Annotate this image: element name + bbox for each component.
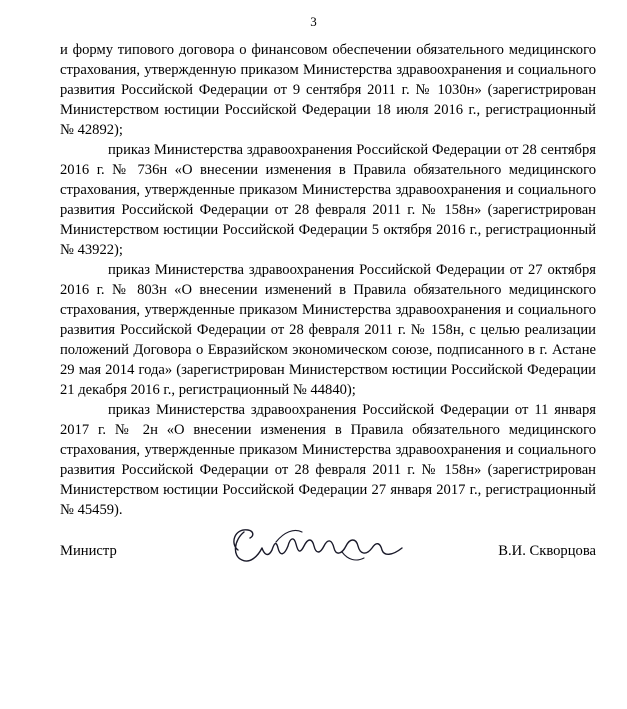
handwritten-signature-icon bbox=[224, 520, 424, 570]
paragraph-1: и форму типового договора о финансовом обеспечении обязательного медицинского страхования, утвержденную приказом Министерства здравоохранения и социального развития Российской Федерации от 9 сентября 2011 г. № 1030н» (зарегистрирован Министерством юстиции Российской Федерации 18 июля 2016 г., регистрационный № 42892); bbox=[60, 42, 596, 138]
signature-block bbox=[60, 520, 596, 580]
page-number: 3 bbox=[310, 14, 317, 29]
minister-name: В.И. Скворцова bbox=[498, 543, 596, 559]
paragraph-3: приказ Министерства здравоохранения Российской Федерации от 27 октября 2016 г. № 803н «О внесении изменений в Правила обязательного медицинского страхования, утвержденные приказом Министерства здравоохранения и социального развития Российской Федерации от 28 февраля 2011 г. № 158н, с целью реализации положений Договора о Евразийском экономическом союзе, подписанного в г. Астане 29 мая 2014 года» (зарегистрирован Министерством юстиции Российской Федерации 21 декабря 2016 г., регистрационный № 44840); bbox=[60, 262, 596, 398]
paragraph-4: приказ Министерства здравоохранения Российской Федерации от 11 января 2017 г. № 2н «О внесении изменения в Правила обязательного медицинского страхования, утвержденные приказом Министерства здравоохранения и социального развития Российской Федерации от 28 февраля 2011 г. № 158н» (зарегистрирован Министерством юстиции Российской Федерации 27 января 2017 г., регистрационный № 45459). bbox=[60, 402, 596, 518]
document-body bbox=[60, 40, 596, 520]
position-label: Министр bbox=[60, 543, 117, 559]
paragraph-2: приказ Министерства здравоохранения Российской Федерации от 28 сентября 2016 г. № 736н «О внесении изменения в Правила обязательного медицинского страхования, утвержденные приказом Министерства здравоохранения и социального развития Российской Федерации от 28 февраля 2011 г. № 158н» (зарегистрирован Министерством юстиции Российской Федерации 5 октября 2016 г., регистрационный № 43922); bbox=[60, 142, 596, 258]
